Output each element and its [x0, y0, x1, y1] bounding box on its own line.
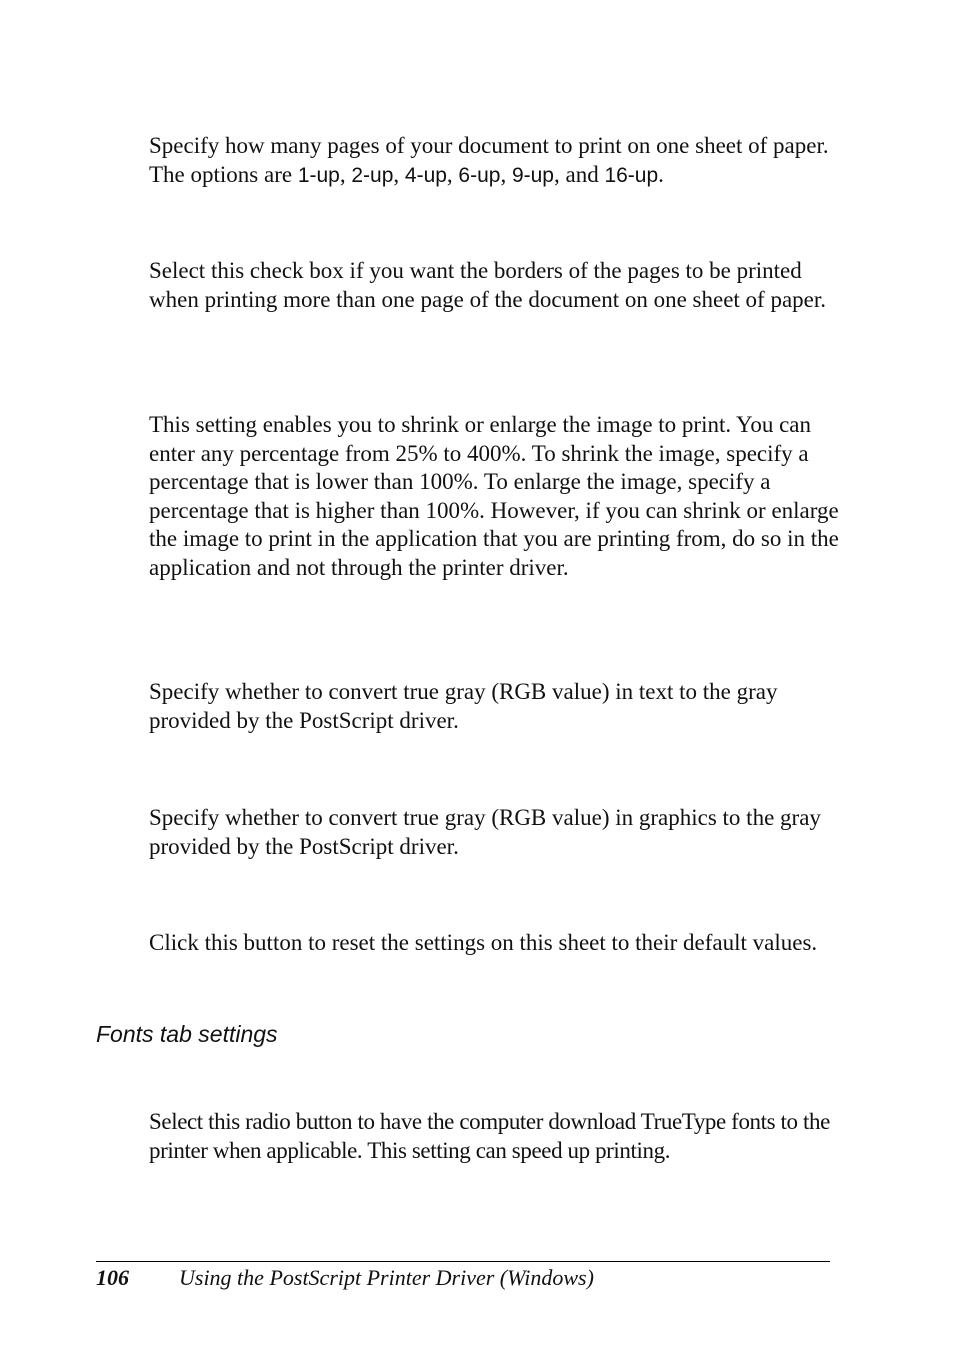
separator: , — [446, 161, 459, 187]
pages-per-sheet-text: Specify how many pages of your document to print on one sheet of paper. The options are — [149, 133, 829, 187]
gray-text-description: Specify whether to convert true gray (RGB value) in text to the gray provided by the PostScript driver. — [149, 679, 778, 733]
scaling-description: This setting enables you to shrink or enlarge the image to print. You can enter any percentage from 25% to 400%. To shrink the image, specify a percentage that is lower than 100%. To enlarge the image, specify a percentage that is higher than 100%. However, if you can shrink or enlarge the image to print in the application that you are printing from, do so in the application and not through the printer driver. — [149, 412, 839, 580]
separator: , — [500, 161, 512, 187]
option-16-up: 16-up — [604, 163, 659, 187]
page-number: 106 — [96, 1265, 129, 1290]
option-9-up: 9-up — [511, 163, 554, 187]
option-1-up: 1-up — [297, 163, 340, 187]
page-borders-description: Select this check box if you want the borders of the pages to be printed when printing more than one page of the document on one sheet of paper. — [149, 258, 827, 312]
download-truetype-description: Select this radio button to have the computer download TrueType fonts to the printer when applicable. This setting can speed up printing. — [149, 1109, 830, 1163]
separator: , — [339, 161, 352, 187]
running-title: Using the PostScript Printer Driver (Windows) — [179, 1265, 594, 1290]
pages-per-sheet-description — [149, 132, 839, 190]
footer-divider — [96, 1261, 830, 1262]
separator: , and — [553, 161, 605, 187]
option-2-up: 2-up — [351, 163, 394, 187]
option-4-up: 4-up — [404, 163, 447, 187]
option-6-up: 6-up — [458, 163, 501, 187]
gray-graphics-description: Specify whether to convert true gray (RGB value) in graphics to the gray provided by the PostScript driver. — [149, 805, 821, 859]
period: . — [658, 161, 664, 187]
reset-defaults-description: Click this button to reset the settings on this sheet to their default values. — [149, 930, 818, 955]
separator: , — [393, 161, 405, 187]
section-heading-fonts-tab: Fonts tab settings — [96, 1021, 278, 1047]
